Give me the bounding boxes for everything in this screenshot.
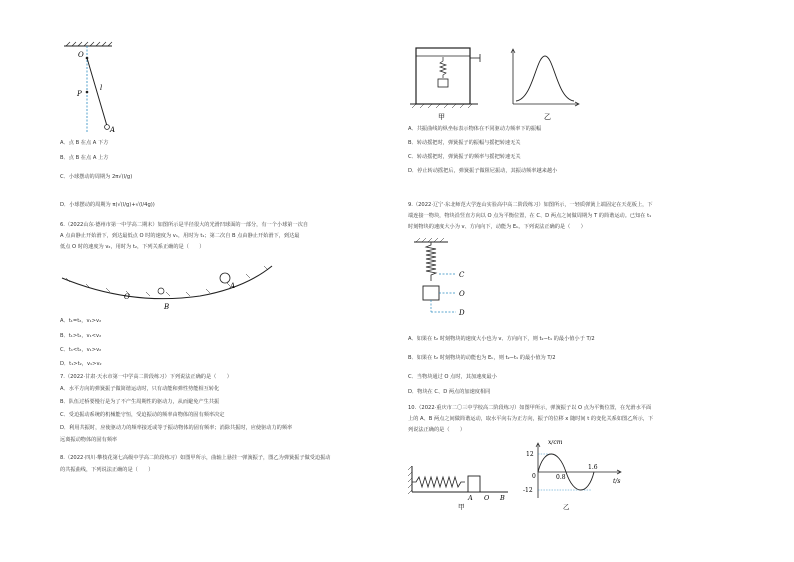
- q9-stem-line3: 时刻物块的速度大小为 v、方向向下，动能为 Eₖ。下列说法正确的是（ ）: [408, 224, 586, 230]
- label-O: O: [459, 290, 465, 298]
- q8-option-d: D．停止转动摇把后，弹簧振子做阻尼振动，其振动频率越来越小: [408, 168, 558, 174]
- oscillator-block: [438, 79, 448, 87]
- caption-yi: 乙: [544, 113, 551, 121]
- resonance-curve: [516, 56, 574, 101]
- label-O: O: [484, 494, 490, 502]
- t-label-1.6: 1.6: [588, 464, 598, 471]
- spring: [440, 57, 446, 78]
- q7-option-d: D．利用共振时，应使驱动力的频率接近或等于振动物体的固有频率；消除共振时，应使驱动力的频率: [60, 425, 293, 431]
- caption-jia: 甲: [458, 503, 465, 511]
- label-A: A: [230, 282, 236, 290]
- q8-option-a: A．共振曲线的纵坐标表示物体在不同驱动力频率下的振幅: [408, 126, 542, 132]
- wall-hatch: [408, 466, 412, 494]
- ceiling-hatch: [416, 238, 444, 242]
- ball-at-B: [220, 273, 230, 283]
- q10-stem-line1: 10.（2022·重庆市二〇三中学校高二阶段练习）如图甲所示，弹簧振子以 O 点为平衡位置，在光滑水平面: [408, 405, 652, 411]
- horizontal-spring-and-graph-figure: [408, 440, 658, 512]
- q6-option-a: A．t₁=t₂，v₁>v₂: [60, 318, 102, 324]
- origin-label: 0: [532, 473, 536, 480]
- spring: [412, 477, 465, 487]
- q7-stem: 7.（2022·甘肃·天水市第一中学高二阶段练习）下列说法正确的是（ ）: [60, 374, 232, 380]
- q6-option-b: B．t₁>t₂，v₁<v₂: [60, 333, 102, 339]
- surface-curve: [62, 266, 272, 299]
- q9-option-a: A．如果在 t₂ 时刻物块的速度大小也为 v、方向向下，则 t₂−t₁ 的最小值小于 T/2: [408, 336, 595, 342]
- block: [468, 476, 480, 492]
- label-O: O: [124, 293, 130, 301]
- vertical-spring-figure: [408, 238, 488, 323]
- q5-option-d: D．小球摆动的周期为 π(√(l/g)+√(l/4g)): [60, 202, 155, 208]
- caption-jia: 甲: [438, 113, 445, 121]
- pendulum-string: [87, 58, 107, 126]
- q6-stem-line3: 低点 O 时的速度为 v₂，用时为 t₂，下列关系正确的是（ ）: [60, 244, 205, 250]
- ceiling-hatch: [66, 42, 112, 46]
- q6-stem-line2: A 点由静止开始滑下，到达最低点 O 时的速度为 v₁，用时为 t₁；第二次自 B 点由静止开始滑下，到达最: [60, 233, 300, 239]
- x-axis-label: x/cm: [548, 440, 563, 446]
- q9-option-b: B．如果在 t₂ 时刻物块的动能也为 Eₖ，则 t₂−t₁ 的最小值为 T/2: [408, 355, 556, 361]
- q8-stem-line2: 的共振曲线，下列说法正确的是（ ）: [60, 467, 154, 473]
- label-B: B: [500, 494, 505, 502]
- label-P: P: [77, 90, 82, 98]
- q6-option-c: C．t₁<t₂，v₁>v₂: [60, 347, 102, 353]
- concave-surface-figure: [60, 262, 275, 312]
- label-A: A: [468, 494, 473, 502]
- pendulum-figure: [60, 40, 130, 135]
- label-A: A: [110, 126, 116, 134]
- pendulum-bob: [105, 125, 110, 130]
- label-D: D: [459, 309, 465, 317]
- label-O: O: [78, 51, 84, 59]
- q8-option-c: C．转动摇把时，弹簧振子的频率与摇把转速无关: [408, 154, 521, 160]
- q8-stem-line1: 8.（2022·四川·攀枝花第七高级中学高二阶段练习）如图甲所示，曲轴上悬挂一弹簧振子，图乙为弹簧振子做受迫振动: [60, 455, 331, 461]
- t-axis-label: t/s: [613, 478, 621, 485]
- q10-stem-line3: 列说法正确的是（ ）: [408, 427, 466, 433]
- caption-yi: 乙: [563, 503, 570, 511]
- q9-stem-line1: 9.（2022·辽宁·东北师范大学连山实验高中高二阶段练习）如图所示，一轻质弹簧上端固定在天花板上，下: [408, 202, 653, 208]
- q7-option-b: B．队伍过桥要慢行是为了不产生周期性的驱动力，从而避免产生共振: [60, 399, 220, 405]
- q7-option-c: C．受迫振动系统的机械能守恒，受迫振动的频率由物体的固有频率决定: [60, 412, 225, 418]
- ball-at-O: [158, 288, 164, 294]
- crank-and-resonance-figure: [408, 44, 608, 124]
- q5-option-b: B．点 B 在点 A 上方: [60, 155, 109, 161]
- y-label-12: 12: [526, 451, 534, 458]
- q9-stem-line2: 端连接一物块，物块沿竖直方向以 O 点为平衡位置，在 C、D 两点之间做周期为 T 的简谐运动。已知在 t₁: [408, 213, 652, 219]
- spring: [426, 242, 436, 281]
- label-l: l: [100, 84, 103, 92]
- nail-point: [86, 91, 89, 94]
- q10-stem-line2: 上的 A、B 两点之间做简谐运动，取水平向右为正方向，振子的位移 x 随时间 t 的变化关系如图乙所示，下: [408, 416, 654, 422]
- q7-option-a: A．水平方向的弹簧振子做简谐运动时，只有动能和弹性势能相互转化: [60, 386, 220, 392]
- q6-stem-line1: 6.（2022山东·德州市第一中学高二期末）如图所示是半径很大的光滑凹球面的一部分，有一个小球第一次自: [60, 222, 309, 228]
- q5-option-a: A．点 B 在点 A 下方: [60, 140, 109, 146]
- q6-option-d: D．t₁>t₂，v₁>v₂: [60, 361, 102, 367]
- q7-option-d-cont: 远离振动物体的固有频率: [60, 437, 118, 443]
- label-B: B: [164, 303, 170, 311]
- t-label-0.8: 0.8: [556, 474, 566, 481]
- q5-option-c: C．小球摆动的周期为 2π√(l/g): [60, 174, 133, 180]
- pivot-point: [86, 57, 89, 60]
- q8-option-b: B．转动摇把时，弹簧振子的振幅与摇把转速无关: [408, 140, 521, 146]
- block: [423, 286, 439, 300]
- q9-option-c: C．当物块通过 O 点时，其加速度最小: [408, 374, 497, 380]
- q9-option-d: D．物块在 C、D 两点的加速度相同: [408, 389, 491, 395]
- surface-hatch: [66, 266, 268, 296]
- label-C: C: [459, 271, 465, 279]
- y-label-neg12: -12: [523, 487, 533, 494]
